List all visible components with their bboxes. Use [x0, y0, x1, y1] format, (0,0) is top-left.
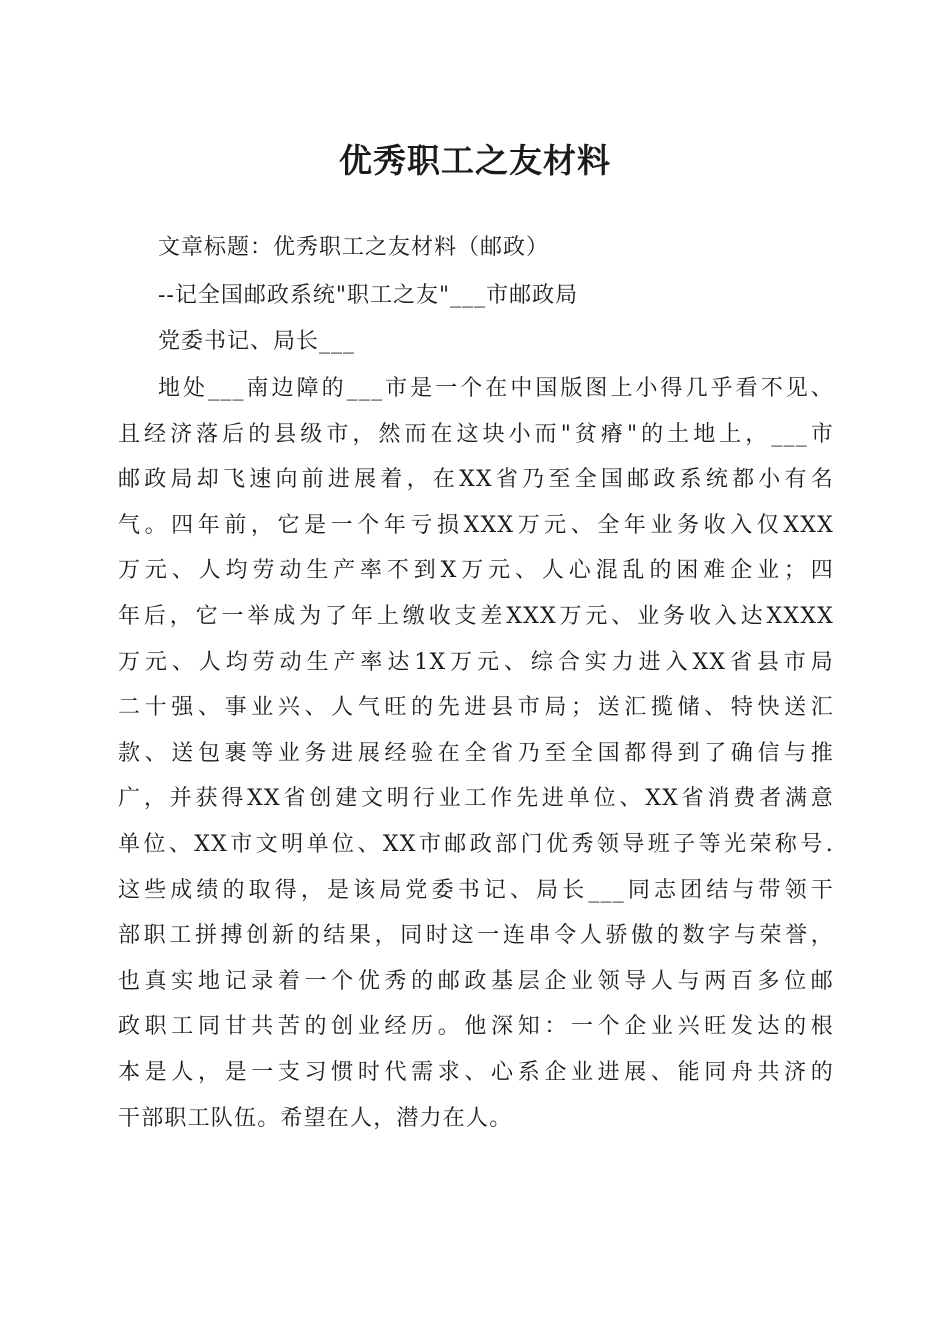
body-line: 且经济落后的县级市，然而在这块小而"贫瘠"的土地上，___市: [118, 421, 834, 447]
body-line: 广，并获得XX省创建文明行业工作先进单位、XX省消费者满意: [118, 786, 834, 812]
body-line: 政职工同甘共苦的创业经历。他深知：一个企业兴旺发达的根: [118, 1014, 834, 1040]
body-line: 也真实地记录着一个优秀的邮政基层企业领导人与两百多位邮: [118, 968, 834, 994]
body-line: 二十强、事业兴、人气旺的先进县市局；送汇揽储、特快送汇: [118, 695, 834, 721]
article-title-line: 文章标题：优秀职工之友材料（邮政）: [158, 235, 550, 260]
body-line: 气。四年前，它是一个年亏损XXX万元、全年业务收入仅XXX: [118, 512, 834, 538]
role-line: 党委书记、局长___: [158, 329, 356, 354]
body-line: 这些成绩的取得，是该局党委书记、局长___同志团结与带领干: [118, 877, 834, 903]
body-line: 邮政局却飞速向前进展着，在XX省乃至全国邮政系统都小有名: [118, 467, 834, 493]
body-line: 干部职工队伍。希望在人，潜力在人。: [118, 1105, 513, 1131]
body-line: 万元、人均劳动生产率达1X万元、综合实力进入XX省县市局: [118, 649, 834, 675]
document-title: 优秀职工之友材料: [339, 141, 611, 180]
body-line: 本是人，是一支习惯时代需求、心系企业进展、能同舟共济的: [118, 1059, 834, 1085]
body-line: 单位、XX市文明单位、XX市邮政部门优秀领导班子等光荣称号.: [118, 831, 834, 857]
body-line: 部职工拼搏创新的结果，同时这一连串令人骄傲的数字与荣誉，: [118, 923, 834, 949]
body-line: 款、送包裹等业务进展经验在全省乃至全国都得到了确信与推: [118, 740, 834, 766]
body-line: 万元、人均劳动生产率不到X万元、人心混乱的困难企业；四: [118, 558, 834, 584]
body-line: 年后，它一举成为了年上缴收支差XXX万元、业务收入达XXXX: [118, 603, 834, 629]
subtitle-line: --记全国邮政系统"职工之友"___市邮政局: [158, 283, 579, 308]
body-paragraph: [118, 366, 834, 1141]
body-line: 地处___南边障的___市是一个在中国版图上小得几乎看不见、: [158, 376, 834, 401]
